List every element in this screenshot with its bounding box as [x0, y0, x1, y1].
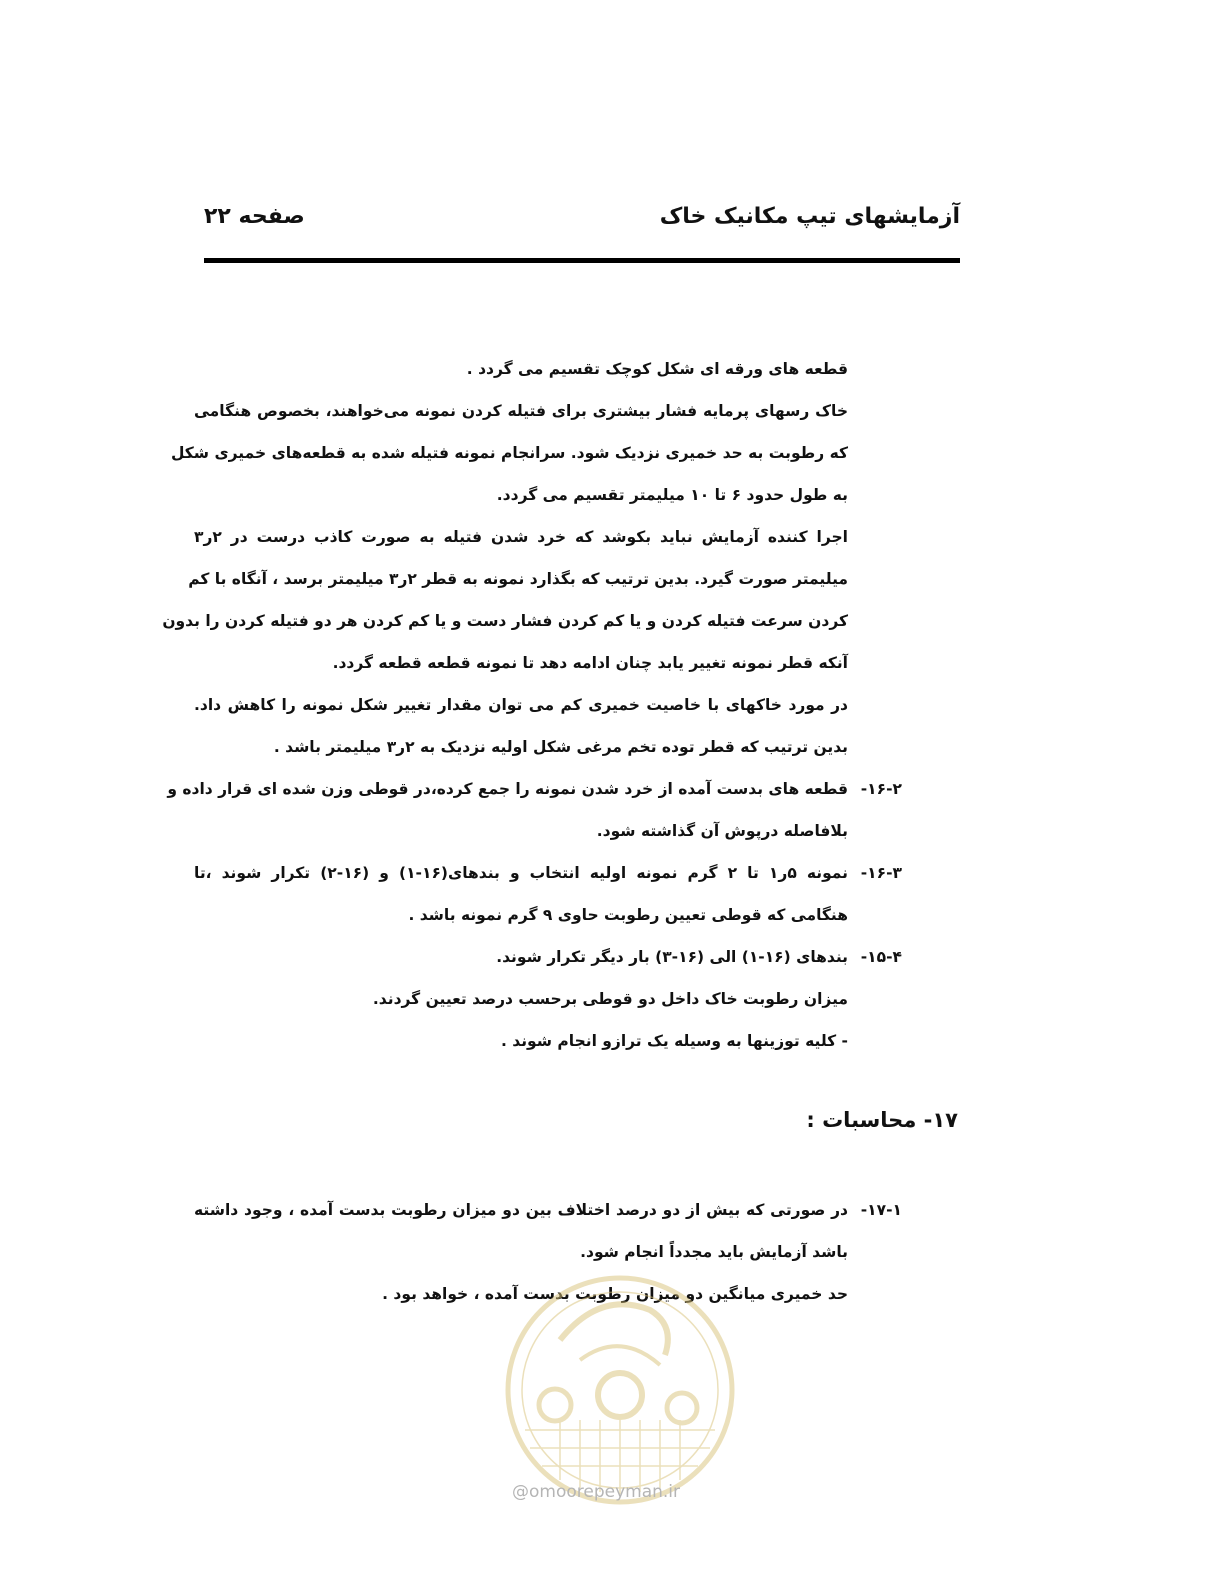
text-line: میلیمتر صورت گیرد. بدین ترتیب که بگذارد نمونه به قطر ۲ر۳ میلیمتر برسد ، آنگاه با کم	[188, 570, 848, 588]
text-line: در مورد خاکهای با خاصیت خمیری کم می توان مقدار تغییر شکل نمونه را کاهش داد.	[194, 696, 848, 714]
text-line: حد خمیری میانگین دو میزان رطوبت بدست آمده ، خواهد بود .	[382, 1285, 848, 1303]
seal-watermark-icon	[500, 1270, 740, 1510]
text-line: در صورتی که بیش از دو درصد اختلاف بین دو میزان رطوبت بدست آمده ، وجود داشته	[194, 1201, 848, 1219]
text-line: خاک رسهای پرمایه فشار بیشتری برای فتیله کردن نمونه می‌خواهند، بخصوص هنگامی	[194, 402, 848, 420]
text-line: باشد آزمایش باید مجدداً انجام شود.	[580, 1243, 848, 1261]
text-line: بندهای (۱۶-۱) الی (۱۶-۳) بار دیگر تکرار شوند.	[496, 948, 848, 966]
section-heading: ۱۷- محاسبات :	[806, 1108, 958, 1132]
text-line: هنگامی که قوطی تعیین رطوبت حاوی ۹ گرم نمونه باشد .	[408, 906, 848, 924]
text-line: اجرا کننده آزمایش نباید بکوشد که خرد شدن فتیله به صورت کاذب درست در ۲ر۳	[194, 528, 848, 546]
text-line: نمونه ۵ر۱ تا ۲ گرم نمونه اولیه انتخاب و بندهای(۱۶-۱) و (۱۶-۲) تکرار شوند ،تا	[194, 864, 849, 882]
clause-number: ۱۶-۲-	[860, 780, 902, 798]
text-line: بلافاصله درپوش آن گذاشته شود.	[596, 822, 848, 840]
clause-number: ۱۵-۴-	[860, 948, 902, 966]
text-line: - کلیه توزینها به وسیله یک ترازو انجام شوند .	[500, 1032, 848, 1050]
text-line: بدین ترتیب که قطر توده تخم مرغی شکل اولیه نزدیک به ۲ر۳ میلیمتر باشد .	[273, 738, 848, 756]
text-line: آنکه قطر نمونه تغییر یابد چنان ادامه دهد تا نمونه قطعه قطعه گردد.	[332, 654, 848, 672]
text-line: کردن سرعت فتیله کردن و یا کم کردن فشار دست و یا کم کردن هر دو فتیله کردن را بدون	[162, 612, 848, 630]
text-line: میزان رطوبت خاک داخل دو قوطی برحسب درصد تعیین گردند.	[372, 990, 848, 1008]
document-title: آزمایشهای تیپ مکانیک خاک	[659, 204, 960, 229]
header-rule	[204, 258, 960, 263]
website-watermark: @omoorepeyman.ir	[512, 1482, 681, 1502]
clause-number: ۱۶-۳-	[860, 864, 902, 882]
text-line: که رطوبت به حد خمیری نزدیک شود. سرانجام نمونه فتیله شده به قطعه‌های خمیری شکل	[170, 444, 848, 462]
text-line: به طول حدود ۶ تا ۱۰ میلیمتر تقسیم می گردد.	[496, 486, 848, 504]
page-number: صفحه ۲۲	[204, 204, 305, 229]
text-line: قطعه های بدست آمده از خرد شدن نمونه را جمع کرده،در قوطی وزن شده ای قرار داده و	[167, 780, 848, 798]
clause-number: ۱۷-۱-	[860, 1201, 902, 1219]
text-line: قطعه های ورقه ای شکل کوچک تقسیم می گردد .	[466, 360, 848, 378]
